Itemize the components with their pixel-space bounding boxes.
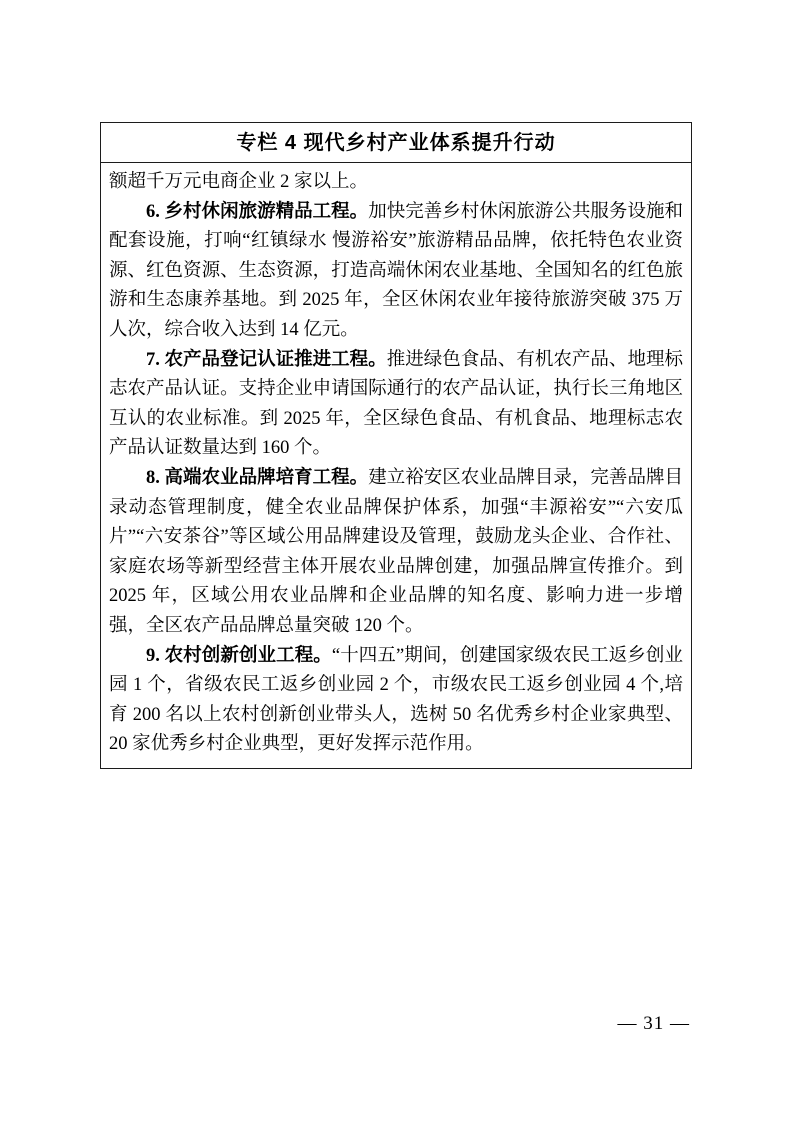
callout-box <box>100 122 692 769</box>
paragraph-lead: 9. 农村创新创业工程。 <box>146 645 332 666</box>
paragraph-item-6 <box>109 198 683 346</box>
paragraph-lead: 6. 乡村休闲旅游精品工程。 <box>146 201 369 222</box>
paragraph-text: “十四五”期间，创建国家级农民工返乡创业园 1 个，省级农民工返乡创业园 2 个，市级农民工返乡创业园 4 个,培育 200 名以上农村创新创业带头人，选树 50 名优秀乡村企业家典型、20 家优秀乡村企业典型，更好发挥示范作用。 <box>109 645 683 755</box>
panel-title: 专栏 4 现代乡村产业体系提升行动 <box>101 123 691 163</box>
paragraph-text: 额超千万元电商企业 2 家以上。 <box>109 172 369 192</box>
paragraph-text: 推进绿色食品、有机农产品、地理标志农产品认证。支持企业申请国际通行的农产品认证，执行长三角地区互认的农业标准。到 2025 年，全区绿色食品、有机食品、地理标志农产品认证数量达到 160 个。 <box>109 349 683 459</box>
paragraph-item-7 <box>109 346 683 464</box>
paragraph-item-8 <box>109 464 683 642</box>
paragraph-text: 加快完善乡村休闲旅游公共服务设施和配套设施，打响“红镇绿水 慢游裕安”旅游精品品牌，依托特色农业资源、红色资源、生态资源，打造高端休闲农业基地、全国知名的红色旅游和生态康养基地。到 2025 年，全区休闲农业年接待旅游突破 375 万人次，综合收入达到 14 亿元。 <box>109 201 683 340</box>
paragraph-lead: 7. 农产品登记认证推进工程。 <box>146 349 387 370</box>
paragraph-text: 建立裕安区农业品牌目录，完善品牌目录动态管理制度，健全农业品牌保护体系，加强“丰源裕安”“六安瓜片”“六安茶谷”等区域公用品牌建设及管理，鼓励龙头企业、合作社、家庭农场等新型经营主体开展农业品牌创建，加强品牌宣传推介。到 2025 年，区域公用农业品牌和企业品牌的知名度、影响力进一步增强，全区农产品品牌总量突破 120 个。 <box>109 467 683 636</box>
paragraph-lead: 8. 高端农业品牌培育工程。 <box>146 467 369 488</box>
panel-body <box>101 163 691 768</box>
page-number: — 31 — <box>617 1013 690 1034</box>
paragraph-continuation <box>109 168 683 198</box>
paragraph-item-9 <box>109 642 683 760</box>
